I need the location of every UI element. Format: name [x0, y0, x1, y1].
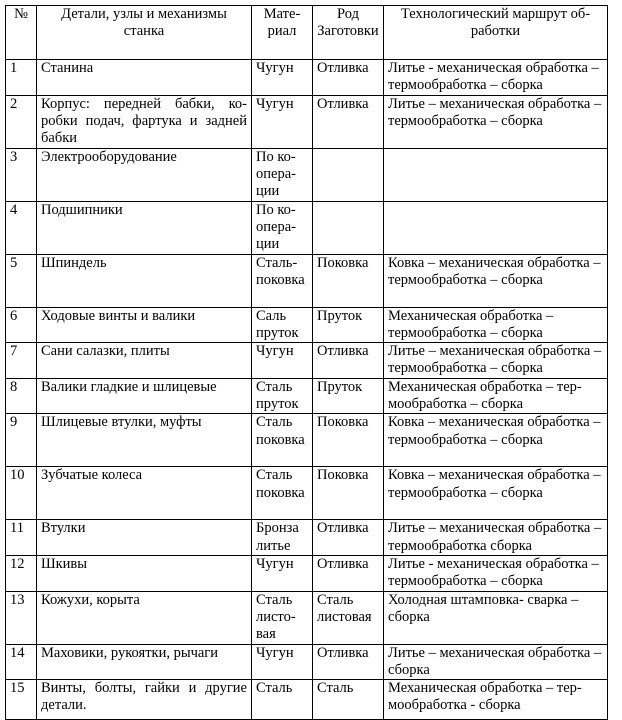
row-blank-type: Пруток	[313, 307, 384, 343]
row-blank-type: Отливка	[313, 95, 384, 148]
row-number: 6	[6, 307, 37, 343]
table-row	[6, 591, 608, 644]
row-material: Чугун	[252, 644, 313, 680]
table-row	[6, 467, 608, 520]
row-part-name: Электрооборудование	[37, 148, 252, 201]
table-row	[6, 307, 608, 343]
table-row	[6, 520, 608, 556]
row-part-name: Корпус: передней бабки, коробки подач, фартука и задней бабки	[37, 95, 252, 148]
row-route: Холодная штамповка- сварка – сборка	[384, 591, 608, 644]
row-number: 15	[6, 680, 37, 720]
row-number: 8	[6, 378, 37, 414]
table-row	[6, 378, 608, 414]
row-blank-type: Отливка	[313, 60, 384, 96]
row-blank-type: Поковка	[313, 254, 384, 307]
table-row	[6, 555, 608, 591]
row-blank-type	[313, 148, 384, 201]
row-part-name: Маховики, рукоятки, рычаги	[37, 644, 252, 680]
row-number: 1	[6, 60, 37, 96]
row-material: По кооперации	[252, 148, 313, 201]
row-route: Ковка – механическая обработка – термообработка – сборка	[384, 414, 608, 467]
row-route	[384, 148, 608, 201]
row-part-name: Кожухи, корыта	[37, 591, 252, 644]
row-blank-type: Отливка	[313, 555, 384, 591]
row-material: Сталь листовая	[252, 591, 313, 644]
table-row	[6, 95, 608, 148]
row-part-name: Зубчатые колеса	[37, 467, 252, 520]
row-number: 2	[6, 95, 37, 148]
row-part-name: Станина	[37, 60, 252, 96]
row-route: Механическая обработка – термообработка – сборка	[384, 307, 608, 343]
table-row	[6, 680, 608, 720]
row-number: 14	[6, 644, 37, 680]
table-row	[6, 644, 608, 680]
machine-parts-table	[5, 5, 608, 720]
header-blank-type: Род Заготовки	[313, 6, 384, 60]
table-row	[6, 60, 608, 96]
row-blank-type: Поковка	[313, 467, 384, 520]
row-blank-type: Отливка	[313, 644, 384, 680]
table-row	[6, 201, 608, 254]
row-route: Литье – механическая обработка – термообработка сборка	[384, 520, 608, 556]
row-blank-type: Пруток	[313, 378, 384, 414]
row-blank-type: Сталь листовая	[313, 591, 384, 644]
row-material: Чугун	[252, 95, 313, 148]
row-blank-type: Поковка	[313, 414, 384, 467]
row-material: Сталь пруток	[252, 378, 313, 414]
row-blank-type: Сталь	[313, 680, 384, 720]
row-part-name: Винты, болты, гайки и другие детали.	[37, 680, 252, 720]
header-route: Технологический маршрут обработки	[384, 6, 608, 60]
row-number: 3	[6, 148, 37, 201]
row-material: Стальпоковка	[252, 254, 313, 307]
row-route: Ковка – механическая обработка – термообработка – сборка	[384, 467, 608, 520]
table-row	[6, 254, 608, 307]
row-part-name: Шлицевые втулки, муфты	[37, 414, 252, 467]
row-part-name: Шкивы	[37, 555, 252, 591]
row-route: Механическая обработка – термообработка - сборка	[384, 680, 608, 720]
row-route: Литье – механическая обработка – термообработка – сборка	[384, 343, 608, 379]
row-material: Чугун	[252, 60, 313, 96]
row-route: Механическая обработка – термообработка – сборка	[384, 378, 608, 414]
row-route: Ковка – механическая обработка – термообработка – сборка	[384, 254, 608, 307]
table-body	[6, 60, 608, 720]
row-route: Литье - механическая обработка – термообработка – сборка	[384, 60, 608, 96]
table-row	[6, 414, 608, 467]
row-number: 7	[6, 343, 37, 379]
table-row	[6, 343, 608, 379]
row-number: 5	[6, 254, 37, 307]
row-material: Чугун	[252, 555, 313, 591]
row-number: 13	[6, 591, 37, 644]
row-part-name: Подшипники	[37, 201, 252, 254]
row-blank-type: Отливка	[313, 343, 384, 379]
row-part-name: Втулки	[37, 520, 252, 556]
row-route: Литье – механическая обработка – сборка	[384, 644, 608, 680]
header-material: Материал	[252, 6, 313, 60]
header-number: №	[6, 6, 37, 60]
row-material: Сталь поковка	[252, 467, 313, 520]
row-number: 9	[6, 414, 37, 467]
row-material: Саль пруток	[252, 307, 313, 343]
row-route: Литье – механическая обработка – термообработка – сборка	[384, 95, 608, 148]
row-number: 10	[6, 467, 37, 520]
row-part-name: Ходовые винты и валики	[37, 307, 252, 343]
table-row	[6, 148, 608, 201]
header-parts: Детали, узлы и механизмы станка	[37, 6, 252, 60]
row-number: 12	[6, 555, 37, 591]
row-material: Сталь поковка	[252, 414, 313, 467]
row-route: Литье - механическая обработка – термообработка – сборка	[384, 555, 608, 591]
row-material: Бронза литье	[252, 520, 313, 556]
row-route	[384, 201, 608, 254]
row-blank-type	[313, 201, 384, 254]
row-part-name: Валики гладкие и шлицевые	[37, 378, 252, 414]
row-material: Чугун	[252, 343, 313, 379]
row-material: Сталь	[252, 680, 313, 720]
row-number: 4	[6, 201, 37, 254]
row-blank-type: Отливка	[313, 520, 384, 556]
row-number: 11	[6, 520, 37, 556]
row-part-name: Сани салазки, плиты	[37, 343, 252, 379]
row-part-name: Шпиндель	[37, 254, 252, 307]
row-material: По кооперации	[252, 201, 313, 254]
table-header-row	[6, 6, 608, 60]
